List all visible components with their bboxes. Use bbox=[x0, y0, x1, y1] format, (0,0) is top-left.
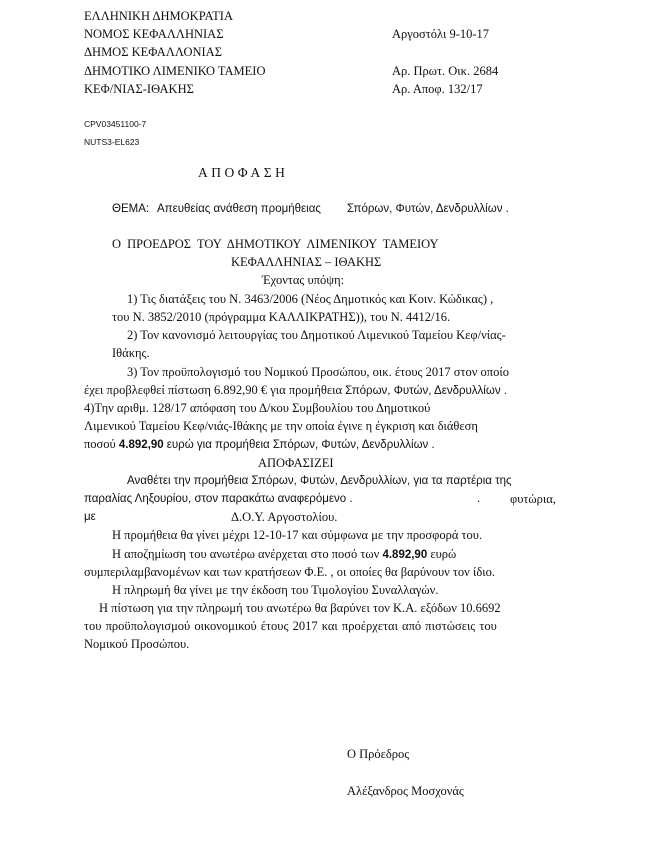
header-protocol: Αρ. Πρωτ. Οικ. 2684 bbox=[392, 64, 499, 78]
body-p3-text: Η αποζημίωση του ανωτέρω ανέρχεται στο ποσό των bbox=[112, 547, 380, 561]
body-p1-nursery: φυτώρια, bbox=[510, 492, 556, 506]
header-date: Αργοστόλι 9-10-17 bbox=[392, 27, 490, 41]
body-p4: Η πληρωμή θα γίνει με την έκδοση του Τιμολογίου Συναλλαγών. bbox=[112, 583, 439, 597]
item-3-line-2 bbox=[84, 382, 507, 399]
item-1-line-2: του Ν. 3852/2010 (πρόγραμμα ΚΑΛΛΙΚΡΑΤΗΣ)), του Ν. 4412/16. bbox=[112, 310, 451, 324]
header-line-4: ΔΗΜΟΤΙΚΟ ΛΙΜΕΝΙΚΟ ΤΑΜΕΙΟ bbox=[84, 64, 266, 78]
item-3-items: Σπόρων, Φυτών, Δενδρυλλίων . bbox=[345, 385, 507, 397]
header-line-3: ΔΗΜΟΣ ΚΕΦΑΛΛΟΝΙΑΣ bbox=[84, 45, 222, 59]
item-3-credit: έχει προβλεφθεί πίστωση 6.892,90 € για προμήθεια bbox=[84, 383, 343, 397]
body-p1-line-1: Αναθέτει την προμήθεια Σπόρων, Φυτών, Δενδρυλλίων, για τα παρτέρια της bbox=[127, 475, 512, 487]
subject-label: ΘΕΜΑ: bbox=[112, 203, 150, 215]
body-p3-line-2: συμπεριλαμβανομένων και των κρατήσεων Φ.Ε. , οι οποίες θα βαρύνουν τον ίδιο. bbox=[84, 565, 495, 579]
header-line-1: ΕΛΛΗΝΙΚΗ ΔΗΜΟΚΡΑΤΙΑ bbox=[84, 9, 233, 23]
subject-items: Σπόρων, Φυτών, Δενδρυλλίων . bbox=[347, 203, 509, 215]
subject-text: Απευθείας ανάθεση προμήθειας bbox=[157, 203, 321, 215]
body-p3-amount: 4.892,90 bbox=[382, 549, 428, 561]
body-p5-line-2: του προϋπολογισμού οικονομικού έτους 2017 και προέρχεται από πιστώσεις του bbox=[84, 619, 497, 633]
signature-name: Αλέξανδρος Μοσχονάς bbox=[347, 784, 464, 798]
nuts-code: NUTS3-EL623 bbox=[84, 137, 140, 147]
body-p5-line-3: Νομικού Προσώπου. bbox=[84, 637, 190, 651]
body-p1-line-2a: παραλίας Ληξουρίου, στον παρακάτω αναφερόμενο . bbox=[84, 493, 353, 505]
body-p5-line-1: Η πίστωση για την πληρωμή του ανωτέρω θα βαρύνει τον Κ.Α. εξόδων 10.6692 bbox=[99, 601, 501, 615]
item-4-line-2: Λιμενικού Ταμείου Κεφ/νιάς-Ιθάκης με την οποία έγινε η έγκριση και διάθεση bbox=[84, 419, 478, 433]
header-line-5: ΚΕΦ/ΝΙΑΣ-ΙΘΑΚΗΣ bbox=[84, 82, 194, 96]
body-p3-line-1 bbox=[112, 546, 456, 563]
body-p1-line-2b: . bbox=[477, 493, 481, 505]
item-4-amount: 4.892,90 bbox=[118, 439, 164, 451]
item-4-line-1: 4)Την αριθμ. 128/17 απόφαση του Δ/κου Συμβουλίου του Δημοτικού bbox=[84, 401, 431, 415]
item-1-line-1: 1) Τις διατάξεις του Ν. 3463/2006 (Νέος Δημοτικός και Κοιν. Κώδικας) , bbox=[127, 292, 494, 306]
decides-heading: ΑΠΟΦΑΣΙΖΕΙ bbox=[258, 456, 334, 470]
item-2-line-2: Ιθάκης. bbox=[112, 346, 150, 360]
item-4-line-3 bbox=[84, 436, 435, 453]
body-p3-currency: ευρώ bbox=[430, 547, 457, 561]
president-line-2: ΚΕΦΑΛΛΗΝΙΑΣ – ΙΘΑΚΗΣ bbox=[231, 255, 382, 269]
item-4-purpose: ευρώ για προμήθεια Σπόρων, Φυτών, Δενδρυλλίων . bbox=[166, 439, 435, 451]
item-4-amount-label: ποσού bbox=[84, 437, 116, 451]
body-p1-tax-office: Δ.Ο.Υ. Αργοστολίου. bbox=[231, 510, 338, 524]
item-3-line-1: 3) Τον προϋπολογισμό του Νομικού Προσώπου, οικ. έτους 2017 στον οποίο bbox=[127, 365, 509, 379]
item-2-line-1: 2) Τον κανονισμό λειτουργίας του Δημοτικού Λιμενικού Ταμείου Κεφ/νίας- bbox=[127, 328, 506, 342]
president-line-1: Ο ΠΡΟΕΔΡΟΣ ΤΟΥ ΔΗΜΟΤΙΚΟΥ ΛΙΜΕΝΙΚΟΥ ΤΑΜΕΙΟΥ bbox=[112, 237, 439, 251]
signature-role: Ο Πρόεδρος bbox=[347, 747, 410, 761]
body-p1-line-3a: με bbox=[84, 511, 96, 523]
header-line-2: ΝΟΜΟΣ ΚΕΦΑΛΛΗΝΙΑΣ bbox=[84, 27, 224, 41]
considering-heading: Έχοντας υπόψη: bbox=[262, 273, 345, 287]
body-p2: Η προμήθεια θα γίνει μέχρι 12-10-17 και σύμφωνα με την προσφορά του. bbox=[112, 528, 483, 542]
cpv-code: CPV03451100-7 bbox=[84, 119, 147, 129]
document-title: ΑΠΟΦΑΣΗ bbox=[198, 165, 289, 180]
header-decision-number: Αρ. Αποφ. 132/17 bbox=[392, 82, 483, 96]
